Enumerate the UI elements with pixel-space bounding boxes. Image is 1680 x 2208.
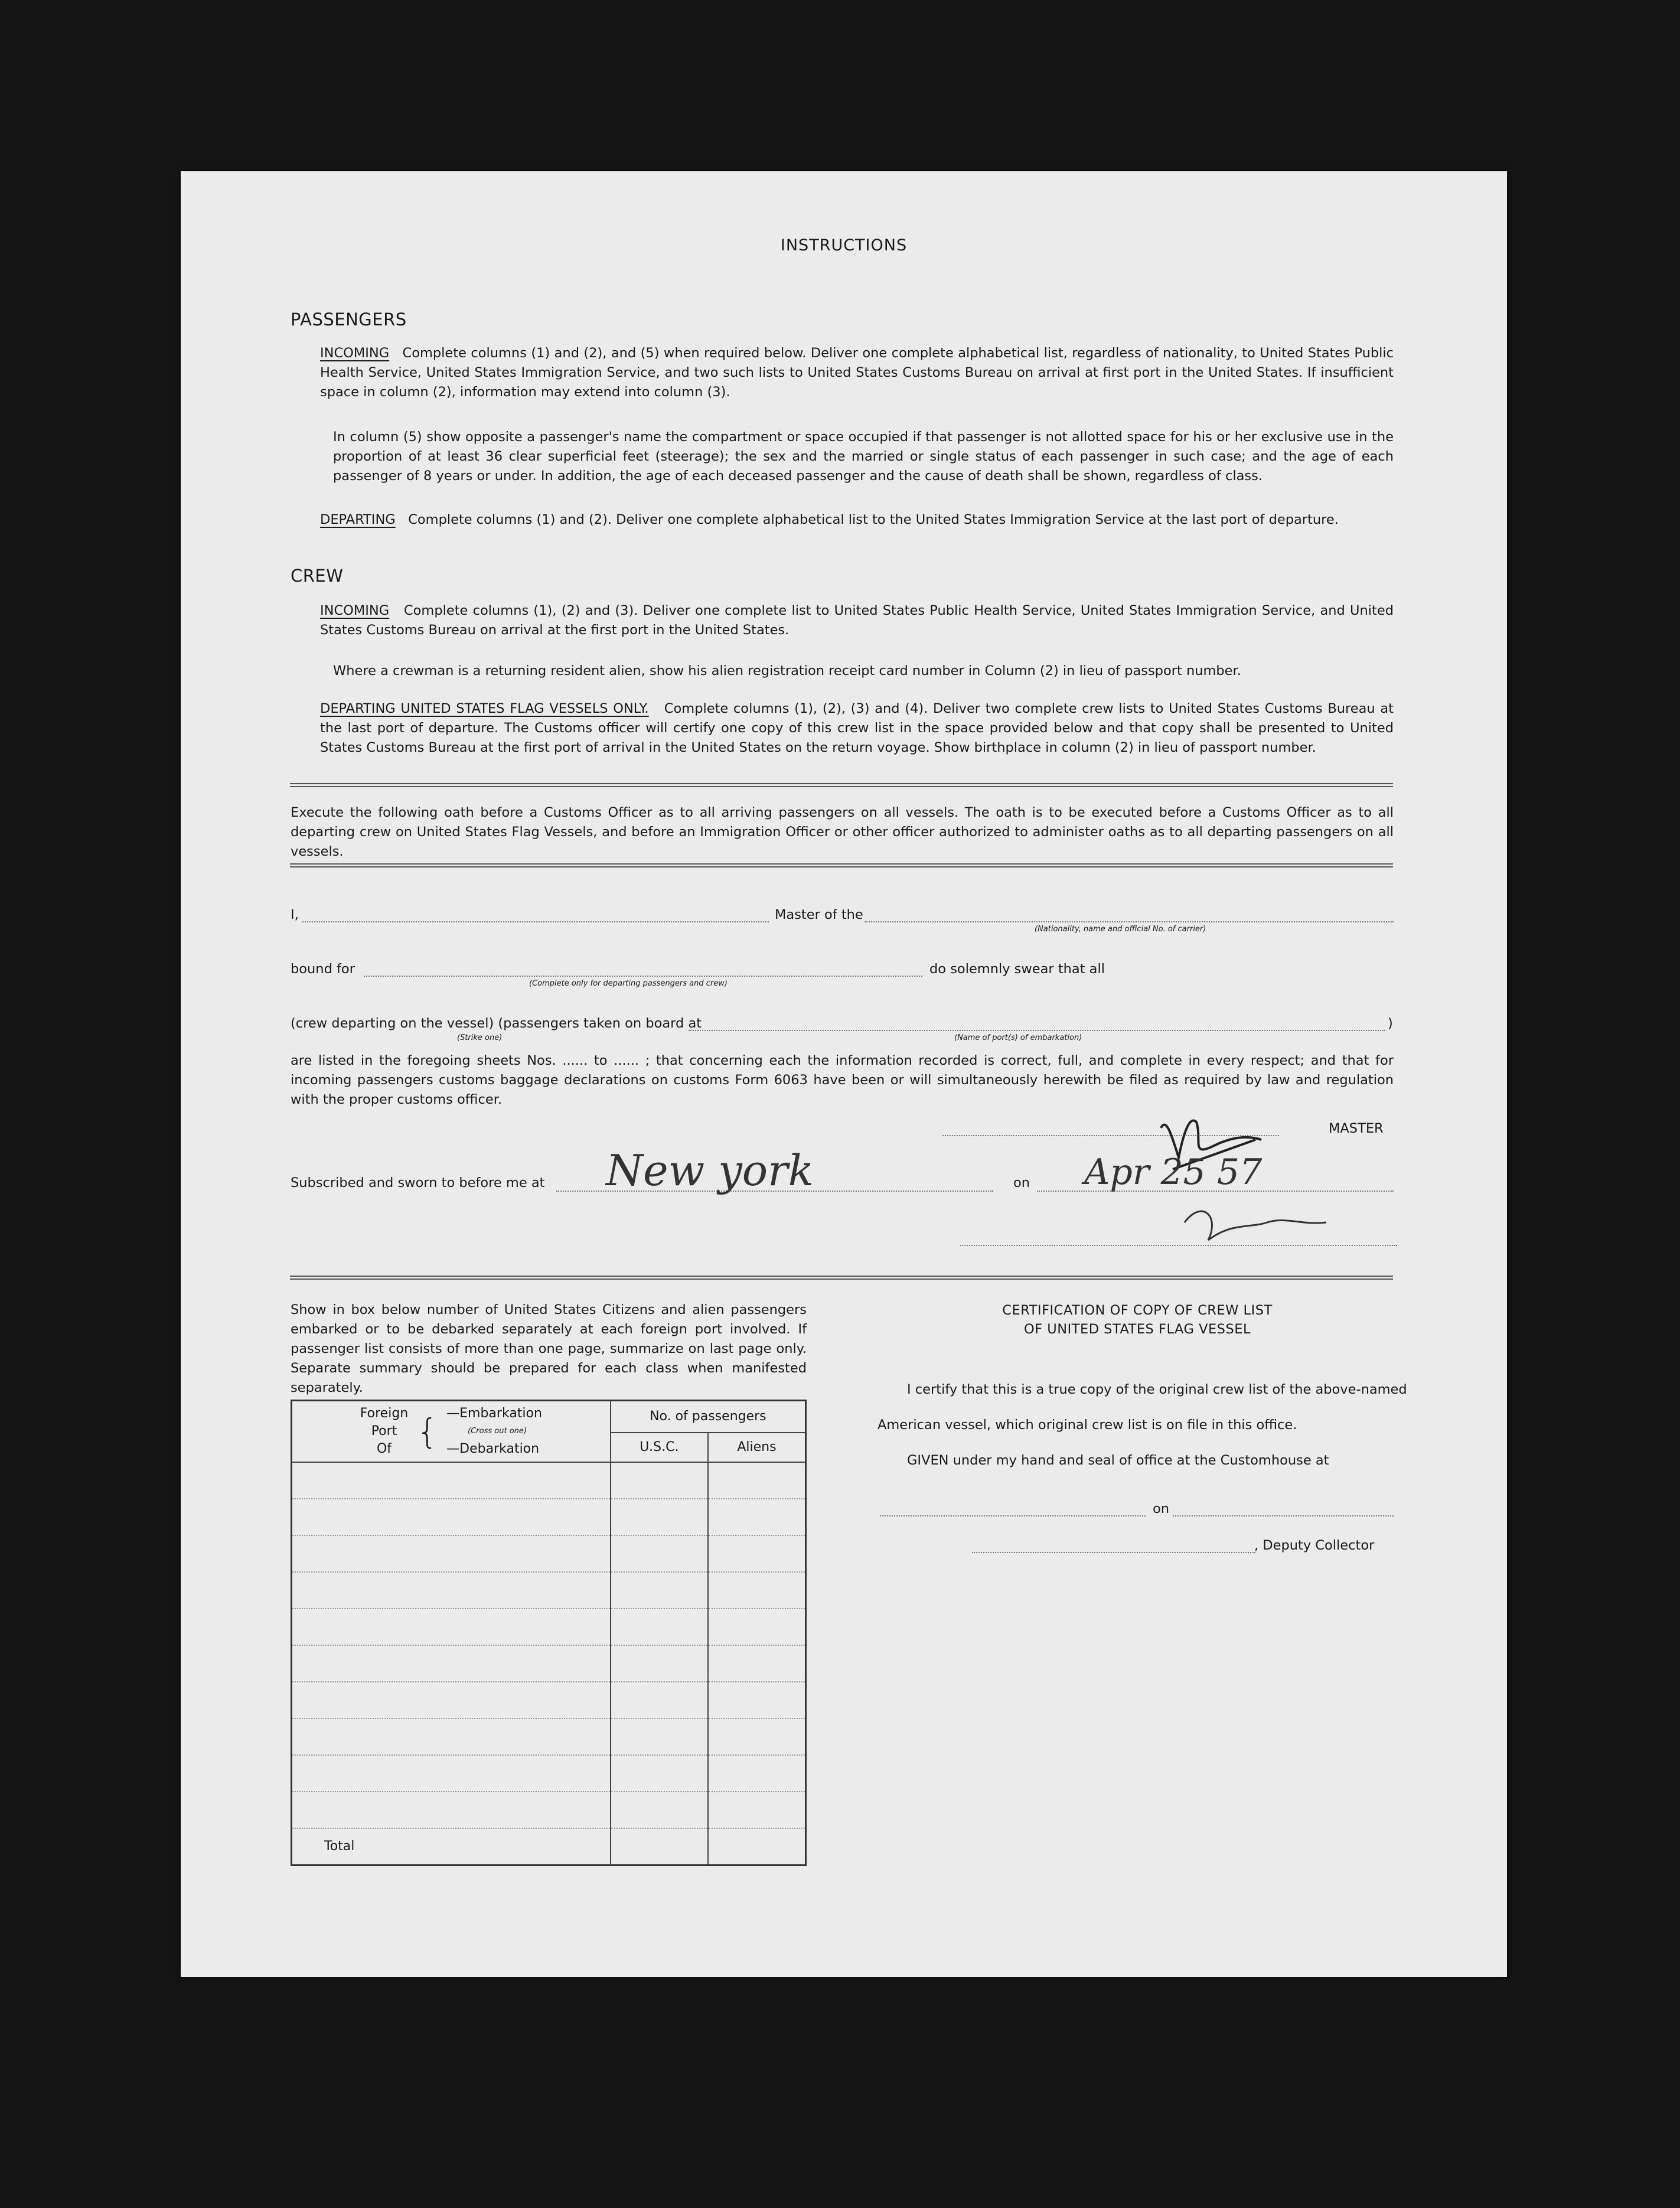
divider xyxy=(290,783,1393,787)
certification-line1: I certify that this is a true copy of the original crew list of the above-named xyxy=(907,1382,1407,1397)
aliens-cell[interactable] xyxy=(708,1499,806,1535)
passengers-departing-label: DEPARTING xyxy=(320,512,396,527)
form-page xyxy=(181,171,1507,1977)
crew-resident-paragraph: Where a crewman is a returning resident alien, show his alien registration receipt card number in Column (2) in lieu of passport number. xyxy=(333,663,1241,679)
bound-for-label: bound for xyxy=(291,961,355,977)
listed-paragraph: are listed in the foregoing sheets Nos. ...... to ...... ; that concerning each the information recorded is correct, full, and complete in every respect; and that for incoming passengers customs baggage declarations on customs Form 6063 have been or will simultaneously herewith be filed as required by law and regulation with the proper customs officer. xyxy=(291,1053,1394,1107)
brace: { xyxy=(416,1411,439,1452)
crew-incoming-label: INCOMING xyxy=(320,603,390,618)
table-row[interactable] xyxy=(292,1499,611,1535)
usc-cell[interactable] xyxy=(611,1535,708,1572)
crew-departing-paragraph xyxy=(320,699,1394,758)
certification-line2: American vessel, which original crew list is on file in this office. xyxy=(877,1417,1297,1433)
passengers-column5-paragraph: In column (5) show opposite a passenger's name the compartment or space occupied if that passenger is not allotted space for his or her exclusive use in the proportion of at least 36 clear superficial feet (steerage); the sex and the married or single status of each passenger in such case; and the age of each passenger of 8 years or under. In addition, the age of each deceased passenger and the cause of death shall be shown, regardless of class. xyxy=(333,429,1394,484)
port-col-line: Of xyxy=(376,1441,392,1456)
master-label: MASTER xyxy=(1329,1121,1384,1136)
usc-cell[interactable] xyxy=(611,1572,708,1609)
aliens-cell[interactable] xyxy=(708,1462,806,1499)
passengers-incoming-text: Complete columns (1) and (2), and (5) when required below. Deliver one complete alphabetical list, regardless of nationality, to United States Public Health Service, United States Immigration Service, and two such lists to United States Customs Bureau on arrival at first port in the United States. If insufficient space in column (2), information may extend into column (3). xyxy=(320,345,1394,400)
usc-cell[interactable] xyxy=(611,1609,708,1645)
officer-signature-field[interactable] xyxy=(960,1245,1397,1246)
divider xyxy=(290,1276,1393,1280)
deputy-collector-label: , Deputy Collector xyxy=(1254,1538,1375,1553)
carrier-field[interactable] xyxy=(865,921,1394,922)
debarkation-label: —Debarkation xyxy=(446,1441,540,1456)
crew-departing-text: Complete columns (1), (2), (3) and (4). Deliver two complete crew lists to United States Customs Bureau at the last port of departure. The Customs officer will certify one copy of this crew list in the space provided below and that copy shall be presented to United States Customs Bureau at the first port of arrival in the United States on the return voyage. Show birthplace in column (2) in lieu of passport number. xyxy=(320,701,1394,755)
passengers-departing-text: Complete columns (1) and (2). Deliver one complete alphabetical list to the United States Immigration Service at the last port of departure. xyxy=(408,512,1339,527)
usc-cell[interactable] xyxy=(611,1645,708,1682)
passengers-incoming-paragraph xyxy=(320,344,1394,402)
no-passengers-header: No. of passengers xyxy=(611,1401,806,1433)
divider xyxy=(290,863,1393,867)
table-row[interactable] xyxy=(292,1572,611,1609)
usc-total-cell[interactable] xyxy=(611,1828,708,1865)
total-label: Total xyxy=(324,1839,355,1854)
table-row[interactable] xyxy=(292,1718,611,1755)
passengers-incoming-label: INCOMING xyxy=(320,345,390,361)
handwritten-date: Apr 25 57 xyxy=(1084,1152,1263,1193)
usc-cell[interactable] xyxy=(611,1682,708,1718)
crew-departing-label: (crew departing on the vessel) (passengers taken on board at xyxy=(291,1016,702,1031)
ports-note: (Name of port(s) of embarkation) xyxy=(954,1033,1082,1042)
table-row[interactable] xyxy=(292,1535,611,1572)
sworn-on-label: on xyxy=(1013,1175,1030,1191)
subscribed-label: Subscribed and sworn to before me at xyxy=(291,1175,545,1191)
crew-incoming-paragraph xyxy=(320,601,1394,640)
customhouse-field[interactable] xyxy=(880,1515,1146,1516)
crew-incoming-text: Complete columns (1), (2) and (3). Deliver one complete list to United States Public Health Service, United States Immigration Service, and United States Customs Bureau on arrival at the first port in the United States. xyxy=(320,603,1394,638)
usc-cell[interactable] xyxy=(611,1718,708,1755)
certification-title: CERTIFICATION OF COPY OF CREW LIST xyxy=(1002,1303,1273,1318)
aliens-cell[interactable] xyxy=(708,1609,806,1645)
summary-note: Show in box below number of United States Citizens and alien passengers embarked or to be debarked separately at each foreign port involved. If passenger list consists of more than one page, summarize on last page only. Separate summary should be prepared for each class when manifested separately. xyxy=(291,1302,807,1395)
signature-image xyxy=(1149,1104,1338,1281)
carrier-note: (Nationality, name and official No. of carrier) xyxy=(1035,925,1206,934)
passengers-heading: PASSENGERS xyxy=(291,309,407,330)
embarkation-label: —Embarkation xyxy=(446,1405,542,1421)
deputy-signature-field[interactable] xyxy=(972,1552,1255,1553)
close-paren: ) xyxy=(1388,1016,1393,1031)
table-row[interactable] xyxy=(292,1462,611,1499)
crew-departing-label: DEPARTING UNITED STATES FLAG VESSELS ONLY. xyxy=(320,701,649,716)
crew-heading: CREW xyxy=(291,566,344,586)
swear-label: do solemnly swear that all xyxy=(929,961,1105,977)
aliens-cell[interactable] xyxy=(708,1792,806,1828)
table-row[interactable] xyxy=(292,1609,611,1645)
certification-line3: GIVEN under my hand and seal of office at the Customhouse at xyxy=(907,1453,1329,1468)
aliens-cell[interactable] xyxy=(708,1645,806,1682)
aliens-cell[interactable] xyxy=(708,1755,806,1792)
usc-header: U.S.C. xyxy=(611,1433,708,1462)
aliens-header: Aliens xyxy=(708,1433,806,1462)
aliens-cell[interactable] xyxy=(708,1572,806,1609)
table-row[interactable] xyxy=(292,1682,611,1718)
aliens-cell[interactable] xyxy=(708,1535,806,1572)
certification-subtitle: OF UNITED STATES FLAG VESSEL xyxy=(1024,1322,1251,1337)
usc-cell[interactable] xyxy=(611,1792,708,1828)
certification-date-field[interactable] xyxy=(1173,1515,1394,1516)
usc-cell[interactable] xyxy=(611,1499,708,1535)
aliens-cell[interactable] xyxy=(708,1718,806,1755)
master-name-field[interactable] xyxy=(302,921,769,922)
ports-table xyxy=(291,1400,807,1866)
table-row[interactable] xyxy=(292,1792,611,1828)
embarkation-ports-field[interactable] xyxy=(689,1030,1385,1031)
oath-intro: Execute the following oath before a Customs Officer as to all arriving passengers on all vessels. The oath is to be executed before a Customs Officer as to all departing crew on United States Flag Vessels, and before an Immigration Officer or other officer authorized to administer oaths as to all departing passengers on all vessels. xyxy=(291,805,1394,859)
aliens-total-cell[interactable] xyxy=(708,1828,806,1865)
cross-note: (Cross out one) xyxy=(468,1426,527,1436)
page-title: INSTRUCTIONS xyxy=(780,236,908,255)
usc-cell[interactable] xyxy=(611,1755,708,1792)
certification-on-label: on xyxy=(1153,1501,1170,1516)
port-col-line: Foreign xyxy=(360,1405,409,1421)
oath-i-label: I, xyxy=(291,907,299,922)
master-of-label: Master of the xyxy=(775,907,863,922)
passengers-departing-paragraph xyxy=(320,510,1394,530)
port-header xyxy=(292,1401,611,1462)
usc-cell[interactable] xyxy=(611,1462,708,1499)
strike-note: (Strike one) xyxy=(457,1033,503,1042)
handwritten-place: New york xyxy=(606,1146,814,1195)
table-row[interactable] xyxy=(292,1755,611,1792)
bound-note: (Complete only for departing passengers and crew) xyxy=(529,979,728,988)
bound-for-field[interactable] xyxy=(364,976,922,977)
port-col-line: Port xyxy=(371,1423,397,1439)
aliens-cell[interactable] xyxy=(708,1682,806,1718)
table-row[interactable] xyxy=(292,1645,611,1682)
